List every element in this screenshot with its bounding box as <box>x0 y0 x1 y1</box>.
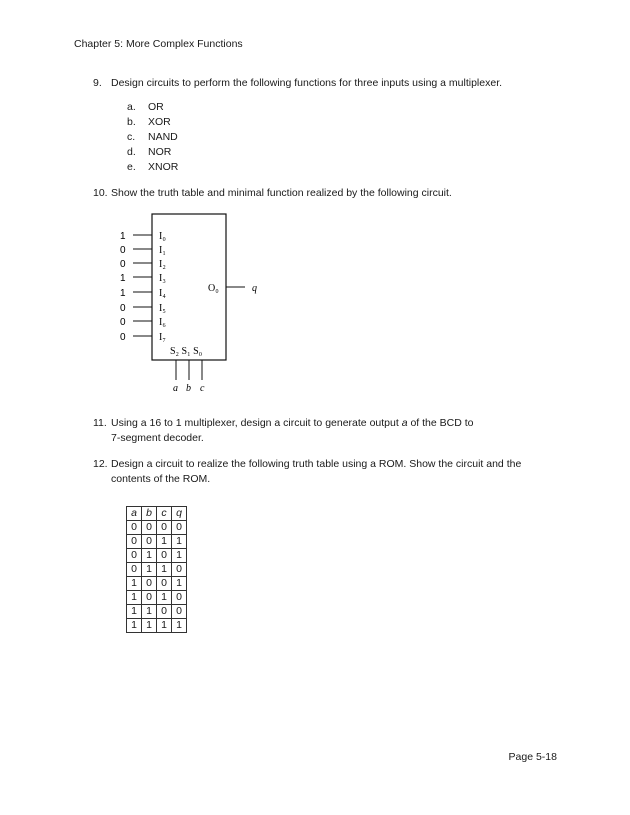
list-item: a. OR <box>127 101 164 113</box>
svg-text:1: 1 <box>120 288 126 299</box>
column-header: b <box>142 507 157 521</box>
question-text-line-1: Design a circuit to realize the following truth table using a ROM. Show the circuit and the <box>111 458 522 470</box>
svg-text:0: 0 <box>120 317 126 328</box>
table-cell: 0 <box>157 577 172 591</box>
svg-text:I₃: I₃ <box>159 273 166 284</box>
table-row <box>127 521 187 535</box>
table-cell: 0 <box>142 591 157 605</box>
table-cell: 1 <box>142 563 157 577</box>
svg-text:0: 0 <box>120 259 126 270</box>
table-cell: 1 <box>142 605 157 619</box>
select-signal-b: b <box>186 383 191 394</box>
table-cell: 0 <box>172 591 187 605</box>
table-row <box>127 591 187 605</box>
select-signal-a: a <box>173 383 178 394</box>
question-text-line-1: Using a 16 to 1 multiplexer, design a circuit to generate output a of the BCD to <box>111 417 474 429</box>
table-cell: 1 <box>157 619 172 633</box>
table-cell: 0 <box>157 549 172 563</box>
svg-text:0: 0 <box>120 332 126 343</box>
table-cell: 1 <box>127 591 142 605</box>
table-cell: 0 <box>142 535 157 549</box>
mux-input-3 <box>120 273 166 284</box>
svg-text:I₀: I₀ <box>159 231 166 242</box>
question-number: 10. <box>93 187 108 199</box>
mux-input-7 <box>120 332 166 343</box>
truth-table <box>126 506 187 633</box>
table-row <box>127 563 187 577</box>
table-row <box>127 577 187 591</box>
table-cell: 1 <box>127 577 142 591</box>
mux-input-2 <box>120 259 166 270</box>
table-cell: 0 <box>142 577 157 591</box>
question-text-line-2: 7-segment decoder. <box>111 432 204 444</box>
select-signal-c: c <box>200 383 205 394</box>
question-text-line-2: contents of the ROM. <box>111 473 211 485</box>
svg-text:I₄: I₄ <box>159 288 166 299</box>
table-cell: 1 <box>172 577 187 591</box>
question-text: Show the truth table and minimal function realized by the following circuit. <box>111 187 452 199</box>
question-number: 9. <box>93 77 102 89</box>
list-item: c. NAND <box>127 131 178 143</box>
table-row <box>127 605 187 619</box>
mux-input-5 <box>120 303 166 314</box>
table-cell: 1 <box>172 535 187 549</box>
svg-text:I₂: I₂ <box>159 259 166 270</box>
table-cell: 0 <box>127 535 142 549</box>
list-item: e. XNOR <box>127 161 179 173</box>
table-row <box>127 549 187 563</box>
mux-output <box>208 283 257 294</box>
svg-text:I₅: I₅ <box>159 303 166 314</box>
mux-select-labels: S₂ S₁ S₀ <box>170 346 203 357</box>
table-cell: 1 <box>142 619 157 633</box>
list-item: b. XOR <box>127 116 171 128</box>
svg-text:q: q <box>252 283 257 294</box>
column-header: q <box>172 507 187 521</box>
table-cell: 1 <box>172 549 187 563</box>
question-number: 12. <box>93 458 108 470</box>
svg-text:I₇: I₇ <box>159 332 166 343</box>
question-text: Design circuits to perform the following functions for three inputs using a multiplexer. <box>111 77 503 89</box>
mux-input-4 <box>120 288 166 299</box>
table-cell: 1 <box>127 605 142 619</box>
table-cell: 0 <box>157 521 172 535</box>
chapter-header: Chapter 5: More Complex Functions <box>74 38 243 50</box>
svg-text:O₀: O₀ <box>208 283 219 294</box>
table-row <box>127 535 187 549</box>
table-cell: 0 <box>172 521 187 535</box>
table-cell: 0 <box>142 521 157 535</box>
mux-input-1 <box>120 245 166 256</box>
table-cell: 1 <box>157 535 172 549</box>
table-cell: 1 <box>157 563 172 577</box>
table-cell: 0 <box>127 549 142 563</box>
table-cell: 0 <box>157 605 172 619</box>
table-cell: 1 <box>127 619 142 633</box>
question-number: 11. <box>93 417 107 429</box>
table-cell: 0 <box>172 563 187 577</box>
table-cell: 0 <box>127 521 142 535</box>
mux-select-lines <box>176 360 202 380</box>
column-header: a <box>127 507 142 521</box>
svg-text:I₆: I₆ <box>159 317 166 328</box>
svg-text:I₁: I₁ <box>159 245 166 256</box>
mux-input-0 <box>120 231 166 242</box>
list-item: d. NOR <box>127 146 172 158</box>
table-header-row <box>127 507 187 521</box>
table-row <box>127 619 187 633</box>
page-number: Page 5-18 <box>508 751 557 763</box>
table-cell: 1 <box>172 619 187 633</box>
table-cell: 0 <box>127 563 142 577</box>
svg-text:0: 0 <box>120 303 126 314</box>
mux-input-6 <box>120 317 166 328</box>
svg-text:0: 0 <box>120 245 126 256</box>
svg-text:1: 1 <box>120 273 126 284</box>
table-cell: 1 <box>142 549 157 563</box>
svg-text:1: 1 <box>120 231 126 242</box>
column-header: c <box>157 507 172 521</box>
table-cell: 0 <box>172 605 187 619</box>
table-cell: 1 <box>157 591 172 605</box>
